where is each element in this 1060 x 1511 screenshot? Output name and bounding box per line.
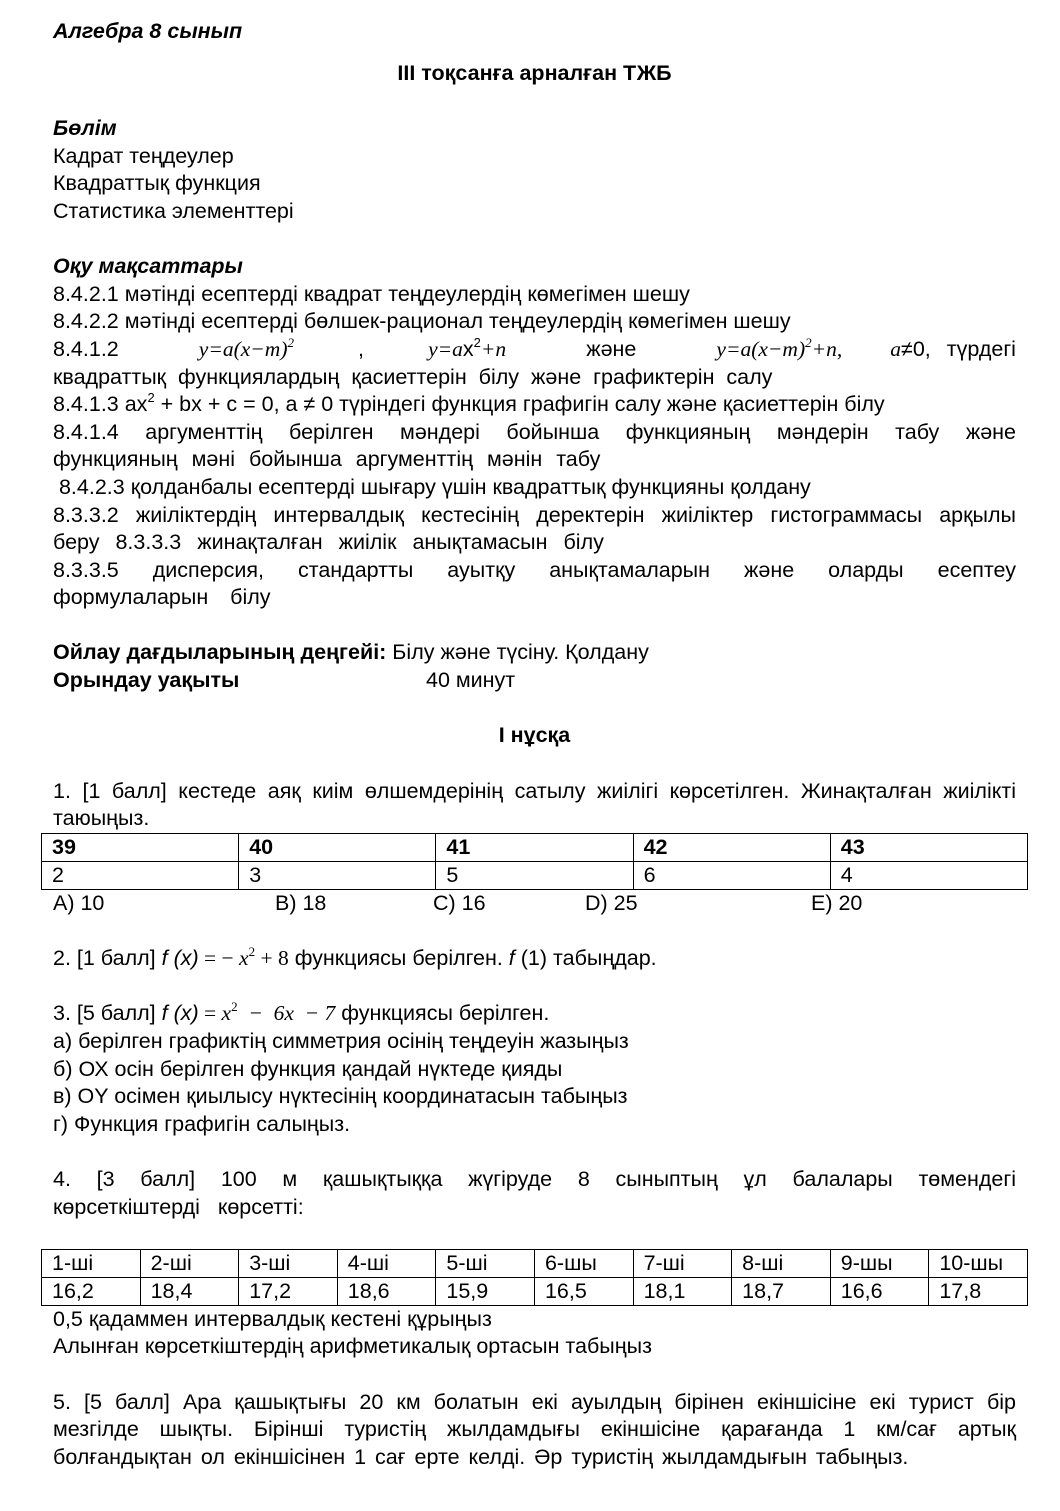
answer-options	[53, 890, 1016, 918]
table-cell: 15,9	[436, 1277, 535, 1305]
table-cell: 8-ші	[732, 1249, 831, 1277]
question-4-text: 4. [3 балл] 100 м қашықтыққа жүгіруде 8 сыныптың ұл балалары төмендегі көрсеткіштерді көрсетті:	[53, 1166, 1016, 1219]
objective-item: 8.4.2.2 мәтінді есептерді бөлшек-рационал теңдеулердің көмегімен шешу	[53, 309, 791, 334]
table-cell: 18,1	[633, 1277, 732, 1305]
table-cell: 4	[830, 862, 1027, 890]
objective-item: 8.4.1.2 $y=a(x-m)^2$ , $y=ax^2+n$ және $y=a(x-m)^2+n$, a≠0, түрдегі квадраттық функциялардың қасиеттерін білу және графиктерін салу	[53, 334, 1016, 389]
table-cell: 16,6	[830, 1277, 929, 1305]
objective-item: 8.3.3.5 дисперсия, стандартты ауытқу анықтамаларын және оларды есептеу формулаларын білу	[53, 557, 1016, 610]
table-cell: 42	[633, 834, 830, 862]
section-item: Квадраттық функция	[53, 171, 261, 196]
table-cell: 3	[239, 862, 436, 890]
subject-heading: Алгебра 8 сынып	[53, 19, 243, 43]
answer-option: A) 10	[53, 891, 105, 916]
objective-item: 8.3.3.2 жиіліктердің интервалдық кестесінің деректерін жиіліктер гистограммасы арқылы беру 8.3.3.3 жинақталған жиілік анықтамасын білу	[53, 502, 1016, 555]
table-cell: 5-ші	[436, 1249, 535, 1277]
objective-code: 8.4.1.2	[53, 336, 119, 361]
objectives-heading: Оқу мақсаттары	[53, 254, 243, 279]
table-cell: 9-шы	[830, 1249, 929, 1277]
table-cell: 18,7	[732, 1277, 831, 1305]
objective-item: 8.4.1.3 $ax^2$ + bx + c = 0, a ≠ 0 түріндегі функция графигін салу және қасиеттерін білу	[53, 390, 885, 417]
table-cell: 6	[633, 862, 830, 890]
objective-item: 8.4.2.1 мәтінді есептерді квадрат теңдеулердің көмегімен шешу	[53, 281, 690, 306]
document-page	[53, 18, 1016, 1471]
running-results-table	[41, 1249, 1028, 1306]
answer-option: B) 18	[275, 891, 327, 916]
table-cell: 2-ші	[140, 1249, 239, 1277]
table-header-row	[42, 834, 1028, 862]
table-cell: 40	[239, 834, 436, 862]
question-3-part: г) Функция графигін салыңыз.	[53, 1111, 351, 1136]
question-2-text: 2. [1 балл] f (x) = − $x^2 + 8$ функциясы берілген. f (1) табыңдар.	[53, 944, 657, 971]
section-item: Статистика элементтері	[53, 198, 294, 223]
question-5-text: 5. [5 балл] Ара қашықтығы 20 км болатын екі ауылдың бірінен екіншісіне екі турист бір мезгілде шықты. Бірінші туристің жылдамдығы екіншісіне қарағанда 1 км/сағ артық болғандықтан ол екіншісінен 1 сағ ерте келді. Әр туристің жылдамдығын табыңыз.	[53, 1389, 1016, 1469]
question-1-text: 1. [1 балл] кестеде аяқ киім өлшемдерінің сатылу жиілігі көрсетілген. Жинақталған жиілікті таюыңыз.	[53, 778, 1016, 831]
question-4-task: Алынған көрсеткіштердің арифметикалық ортасын табыңыз	[53, 1334, 652, 1359]
table-cell: 18,6	[337, 1277, 436, 1305]
execution-time: Орындау уақыты 40 минут	[53, 668, 516, 693]
section-item: Кадрат теңдеулер	[53, 143, 234, 168]
skills-level: Ойлау дағдыларының деңгейі: Білу және түсіну. Қолдану	[53, 640, 649, 665]
question-3-part: а) берілген графиктің симметрия осінің теңдеуін жазыңыз	[53, 1029, 629, 1053]
question-3-part: в) ОY осімен қиылысу нүктесінің координатасын табыңыз	[53, 1084, 628, 1109]
document-title: III тоқсанға арналған ТЖБ	[397, 60, 672, 85]
table-cell: 16,5	[534, 1277, 633, 1305]
answer-option: C) 16	[433, 891, 486, 916]
question-3-part: б) ОХ осін берілген функция қандай нүктеде қияды	[53, 1056, 563, 1081]
table-cell: 17,8	[929, 1277, 1028, 1305]
table-header-row	[42, 1249, 1028, 1277]
table-row	[42, 1277, 1028, 1305]
table-cell: 18,4	[140, 1277, 239, 1305]
table-cell: 16,2	[42, 1277, 141, 1305]
question-3-text: 3. [5 балл] f $(x) = x^2 - 6x - 7$ функциясы берілген.	[53, 999, 550, 1026]
table-cell: 5	[436, 862, 633, 890]
answer-option: D) 25	[585, 891, 638, 916]
formula: y=a	[428, 336, 463, 361]
table-cell: 2	[42, 862, 239, 890]
table-cell: 1-ші	[42, 1249, 141, 1277]
section-heading: Бөлім	[53, 116, 117, 141]
table-cell: 7-ші	[633, 1249, 732, 1277]
table-row	[42, 862, 1028, 890]
table-cell: 43	[830, 834, 1027, 862]
table-cell: 4-ші	[337, 1249, 436, 1277]
table-cell: 41	[436, 834, 633, 862]
table-cell: 6-шы	[534, 1249, 633, 1277]
table-cell: 17,2	[239, 1277, 338, 1305]
table-cell: 39	[42, 834, 239, 862]
table-cell: 10-шы	[929, 1249, 1028, 1277]
answer-option: E) 20	[811, 891, 863, 916]
variant-heading: I нұсқа	[498, 723, 571, 748]
objective-item: 8.4.1.4 аргументтің берілген мәндері бойынша функцияның мәндерін табу және функцияның мәні бойынша аргументтің мәнін табу	[53, 419, 1016, 472]
question-4-task: 0,5 қадаммен интервалдық кестені құрыңыз	[53, 1306, 492, 1331]
formula: $y=a(x-m)^2$	[198, 334, 294, 361]
objective-item: 8.4.2.3 қолданбалы есептерді шығару үшін квадраттық функцияны қолдану	[53, 474, 811, 499]
table-cell: 3-ші	[239, 1249, 338, 1277]
formula: $y=a(x-m)^2+n$,	[716, 334, 843, 361]
shoe-size-table	[41, 833, 1028, 890]
